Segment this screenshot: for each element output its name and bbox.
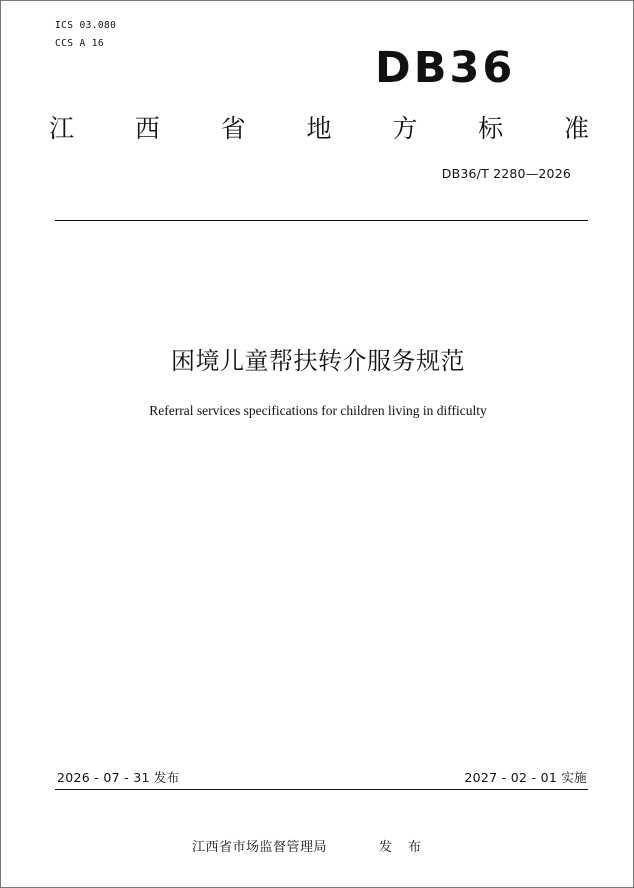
bottom-divider (55, 789, 588, 790)
standard-type-char: 江 (49, 114, 75, 143)
standard-type-char: 地 (306, 114, 332, 143)
issuing-authority: 江西省市场监督管理局 (192, 840, 328, 855)
db-logo: DB36 (375, 43, 516, 93)
standard-type-char: 方 (392, 114, 418, 143)
implementation-date: 2027 - 02 - 01 实施 (464, 770, 587, 785)
classification-codes (55, 17, 116, 53)
standard-type-char: 准 (563, 114, 589, 143)
standard-type-char: 省 (220, 114, 246, 143)
document-title-english: Referral services specifications for children living in difficulty (149, 403, 487, 418)
standard-number: DB36/T 2280—2026 (441, 166, 571, 181)
top-divider (55, 220, 588, 221)
standard-type-heading (49, 111, 589, 147)
ccs-code: CCS A 16 (55, 38, 104, 49)
ics-code: ICS 03.080 (55, 20, 117, 31)
issuing-action: 发 布 (379, 840, 428, 855)
document-title-chinese: 困境儿童帮扶转介服务规范 (171, 347, 465, 375)
standard-type-char: 西 (134, 114, 160, 143)
issue-date: 2026 - 07 - 31 发布 (57, 770, 180, 785)
standard-type-char: 标 (478, 114, 504, 143)
